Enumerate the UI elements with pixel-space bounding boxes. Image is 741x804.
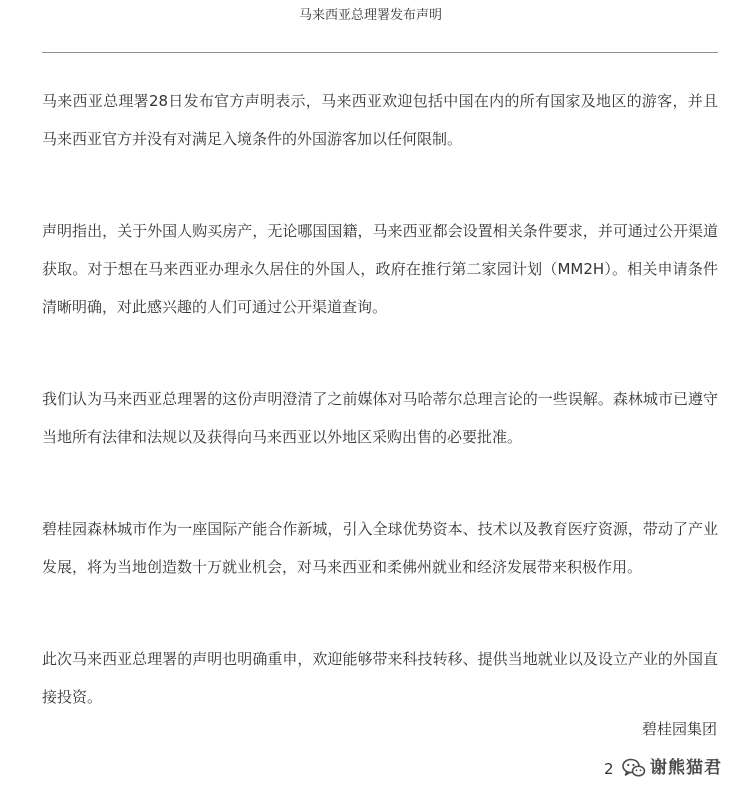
watermark-text: 谢熊猫君 [650, 758, 722, 778]
article-paragraph: 此次马来西亚总理署的声明也明确重申，欢迎能够带来科技转移、提供当地就业以及设立产业的外国直接投资。 [42, 650, 718, 706]
watermark [622, 756, 722, 780]
article-paragraph: 马来西亚总理署28日发布官方声明表示，马来西亚欢迎包括中国在内的所有国家及地区的游客，并且马来西亚官方并没有对满足入境条件的外国游客加以任何限制。 [42, 92, 718, 148]
article-paragraph: 声明指出，关于外国人购买房产，无论哪国国籍，马来西亚都会设置相关条件要求，并可通过公开渠道获取。对于想在马来西亚办理永久居住的外国人，政府在推行第二家园计划（MM2H）。相关申请条件清晰明确，对此感兴趣的人们可通过公开渠道查询。 [42, 222, 718, 316]
wechat-logo-icon [622, 756, 646, 780]
title-divider [42, 52, 718, 53]
article-paragraph: 我们认为马来西亚总理署的这份声明澄清了之前媒体对马哈蒂尔总理言论的一些误解。森林城市已遵守当地所有法律和法规以及获得向马来西亚以外地区采购出售的必要批准。 [42, 390, 718, 446]
article-body [42, 82, 718, 770]
signature-date: 2 [604, 760, 614, 778]
signature-company: 碧桂园集团 [641, 720, 717, 738]
page-title: 马来西亚总理署发布声明 [298, 8, 442, 23]
article-paragraph: 碧桂园森林城市作为一座国际产能合作新城，引入全球优势资本、技术以及教育医疗资源，带动了产业发展，将为当地创造数十万就业机会，对马来西亚和柔佛州就业和经济发展带来积极作用。 [42, 520, 718, 576]
